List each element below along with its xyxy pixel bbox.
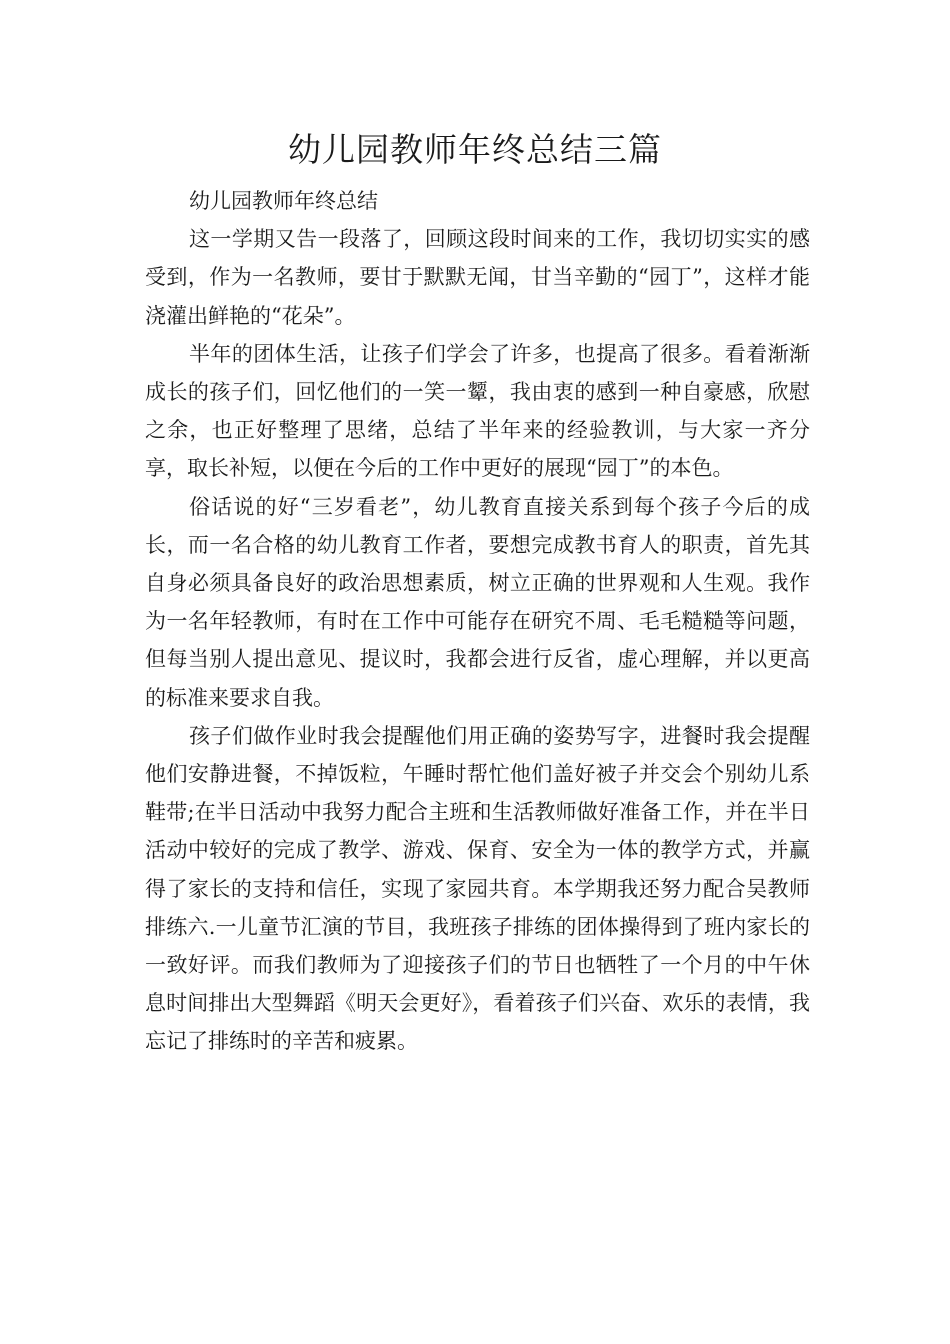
paragraph-3: 俗话说的好“三岁看老”，幼儿教育直接关系到每个孩子今后的成长，而一名合格的幼儿教育工作者，要想完成教书育人的职责，首先其自身必须具备良好的政治思想素质，树立正确的世界观和人生观。我作为一名年轻教师，有时在工作中可能存在研究不周、毛毛糙糙等问题，但每当别人提出意见、提议时，我都会进行反省，虚心理解，并以更高的标准来要求自我。 [145,494,810,710]
section-heading: 幼儿园教师年终总结 [189,189,378,213]
paragraph-4: 孩子们做作业时我会提醒他们用正确的姿势写字，进餐时我会提醒他们安静进餐，不掉饭粒，午睡时帮忙他们盖好被子并交会个别幼儿系鞋带;在半日活动中我努力配合主班和生活教师做好准备工作，并在半日活动中较好的完成了教学、游戏、保育、安全为一体的教学方式，并赢得了家长的支持和信任，实现了家园共育。本学期我还努力配合吴教师排练六.一儿童节汇演的节目，我班孩子排练的团体操得到了班内家长的一致好评。而我们教师为了迎接孩子们的节日也牺牲了一个月的中午休息时间排出大型舞蹈《明天会更好》，看着孩子们兴奋、欢乐的表情，我忘记了排练时的辛苦和疲累。 [145,723,810,1054]
document-title: 幼儿园教师年终总结三篇 [288,130,662,169]
document-body [145,182,810,1061]
paragraph-2: 半年的团体生活，让孩子们学会了许多，也提高了很多。看着渐渐成长的孩子们，回忆他们的一笑一颦，我由衷的感到一种自豪感，欣慰之余，也正好整理了思绪，总结了半年来的经验教训，与大家一齐分享，取长补短，以便在今后的工作中更好的展现“园丁”的本色。 [145,341,810,481]
paragraph-1: 这一学期又告一段落了，回顾这段时间来的工作，我切切实实的感受到，作为一名教师，要甘于默默无闻，甘当辛勤的“园丁”，这样才能浇灌出鲜艳的“花朵”。 [145,227,810,328]
